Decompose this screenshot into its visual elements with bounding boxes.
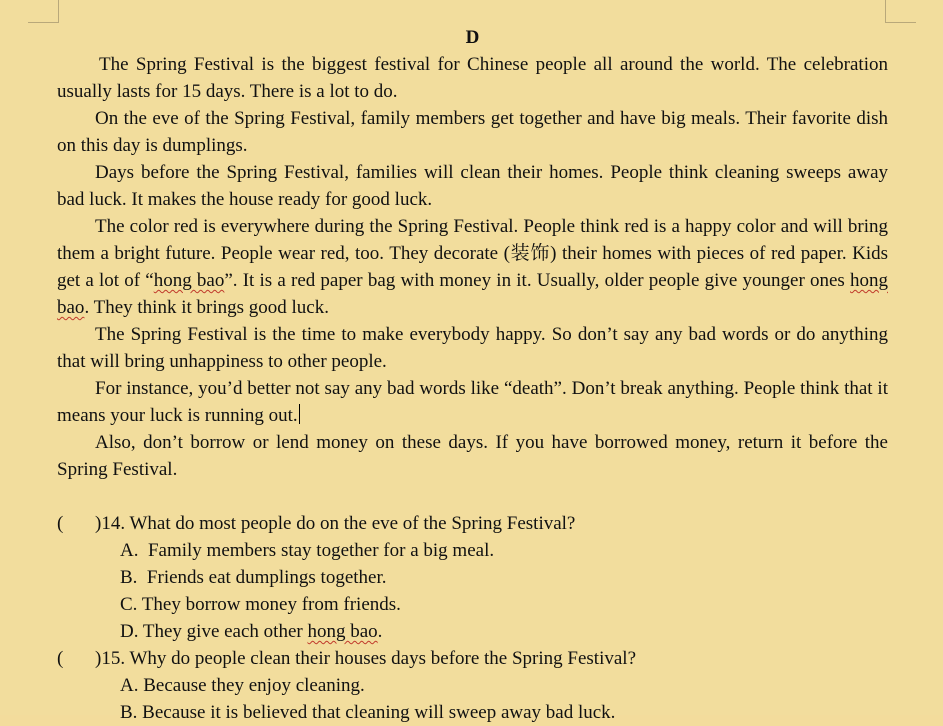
question-14-option-a: A. Family members stay together for a big meal.: [120, 540, 495, 561]
paragraph-6: [57, 375, 888, 429]
paragraph-6-text: For instance, you’d better not say any bad words like “death”. Don’t break anything. People think that it means your luck is running out.: [57, 378, 888, 426]
document-body[interactable]: [57, 24, 888, 726]
blank-line: [57, 483, 888, 510]
section-heading: D: [465, 27, 480, 48]
paragraph-5: The Spring Festival is the time to make everybody happy. So don’t say any bad words or do anything that will bring unhappiness to other people.: [57, 324, 888, 372]
question-14: [57, 510, 888, 537]
paragraph-3: Days before the Spring Festival, families will clean their homes. People think cleaning sweeps away bad luck. It makes the house ready for good luck.: [57, 162, 888, 210]
question-15-text: )15. Why do people clean their houses days before the Spring Festival?: [95, 648, 637, 669]
hong-bao-term: hong bao: [153, 270, 225, 291]
answer-blank: (: [57, 648, 64, 669]
paragraph-4-part-1: The color red is everywhere during the Spring Festival. People think red is a happy color and will bring them a bright future. People wear red, too. They decorate (装饰) their homes with pieces of red paper. Kids get a lot of “: [57, 216, 888, 291]
question-14-option-c: C. They borrow money from friends.: [120, 594, 401, 615]
hong-bao-term: hong bao: [307, 621, 378, 642]
paragraph-2: On the eve of the Spring Festival, family members get together and have big meals. Their favorite dish on this day is dumplings.: [57, 108, 888, 156]
question-14-text: )14. What do most people do on the eve of the Spring Festival?: [95, 513, 576, 534]
option-d-period: .: [377, 621, 383, 642]
paragraph-7: Also, don’t borrow or lend money on these days. If you have borrowed money, return it before the Spring Festival.: [57, 432, 888, 480]
margin-corner-top-left: [28, 0, 59, 23]
hong-bao-term: hong bao: [57, 270, 888, 318]
margin-corner-top-right: [885, 0, 916, 23]
question-15-option-b: B. Because it is believed that cleaning will sweep away bad luck.: [120, 702, 616, 723]
paragraph-4-part-2: ”. It is a red paper bag with money in it. Usually, older people give younger ones: [224, 270, 850, 291]
question-14-option-d: [57, 618, 888, 645]
text-cursor: [299, 404, 300, 424]
paragraph-4: [57, 213, 888, 321]
paragraph-4-part-3: . They think it brings good luck.: [84, 297, 329, 318]
option-d-text: D. They give each other: [120, 621, 308, 642]
paragraph-1: The Spring Festival is the biggest festival for Chinese people all around the world. The celebration usually lasts for 15 days. There is a lot to do.: [57, 54, 888, 102]
question-15: [57, 645, 888, 672]
answer-blank: (: [57, 513, 64, 534]
question-15-option-a: A. Because they enjoy cleaning.: [120, 675, 365, 696]
question-14-option-b: B. Friends eat dumplings together.: [120, 567, 387, 588]
